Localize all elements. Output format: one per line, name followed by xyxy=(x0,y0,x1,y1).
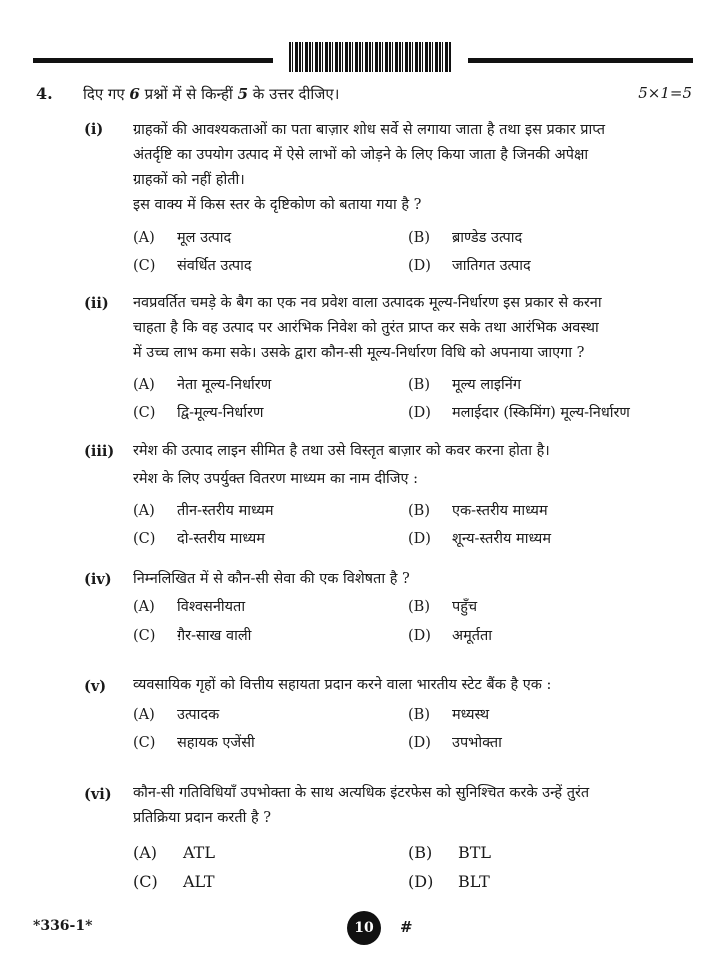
hash-symbol: # xyxy=(400,918,413,936)
stem-line: रमेश के लिए उपर्युक्त वितरण माध्यम का नाम दीजिए : xyxy=(133,471,419,487)
stem-line: ग्राहकों की आवश्यकताओं का पता बाज़ार शोध सर्वे से लगाया जाता है तथा इस प्रकार प्राप्त xyxy=(133,122,605,138)
option: (D) जातिगत उत्पाद xyxy=(408,258,531,274)
question-stem xyxy=(133,118,655,218)
question-instruction: दिए गए 6 प्रश्नों में से किन्हीं 5 के उत्तर दीजिए। xyxy=(83,85,340,103)
stem-line: निम्नलिखित में से कौन-सी सेवा की एक विशेषता है ? xyxy=(133,571,410,587)
option: (A) ATL xyxy=(133,843,215,862)
question-number: 4. xyxy=(36,84,53,103)
barcode xyxy=(289,42,451,72)
stem-line: नवप्रवर्तित चमड़े के बैग का एक नव प्रवेश वाला उत्पादक मूल्य-निर्धारण इस प्रकार से करना xyxy=(133,295,602,311)
sub-question-label: (i) xyxy=(84,121,104,138)
option: (B) BTL xyxy=(408,843,492,862)
sub-question-label: (iii) xyxy=(84,443,115,460)
option: (B) मूल्य लाइनिंग xyxy=(408,377,521,393)
question-stem xyxy=(133,781,655,831)
stem-line: इस वाक्य में किस स्तर के दृष्टिकोण को बताया गया है ? xyxy=(133,197,422,213)
top-rule-right xyxy=(468,58,693,63)
option: (C) संवर्धित उत्पाद xyxy=(133,258,252,274)
question-stem xyxy=(133,291,655,366)
stem-line: रमेश की उत्पाद लाइन सीमित है तथा उसे विस्तृत बाज़ार को कवर करना होता है। xyxy=(133,443,550,459)
stem-line: ग्राहकों को नहीं होती। xyxy=(133,172,245,188)
question-stem xyxy=(133,439,655,492)
option: (B) एक-स्तरीय माध्यम xyxy=(408,503,548,519)
paper-code: *336-1* xyxy=(33,918,93,934)
option: (C) दो-स्तरीय माध्यम xyxy=(133,531,265,547)
sub-question-label: (ii) xyxy=(84,295,109,312)
option: (C) द्वि-मूल्य-निर्धारण xyxy=(133,405,264,421)
option: (A) तीन-स्तरीय माध्यम xyxy=(133,503,274,519)
marks-scheme: 5×1=5 xyxy=(638,84,692,102)
option: (C) ग़ैर-साख वाली xyxy=(133,628,252,644)
option: (D) BLT xyxy=(408,872,490,891)
option: (C) सहायक एजेंसी xyxy=(133,735,255,751)
stem-line: अंतर्दृष्टि का उपयोग उत्पाद में ऐसे लाभों को जोड़ने के लिए किया जाता है जिनकी अपेक्षा xyxy=(133,147,589,163)
option: (C) ALT xyxy=(133,872,215,891)
stem-line: प्रतिक्रिया प्रदान करती है ? xyxy=(133,810,272,826)
stem-line: व्यवसायिक गृहों को वित्तीय सहायता प्रदान करने वाला भारतीय स्टेट बैंक है एक : xyxy=(133,677,552,693)
sub-question-label: (vi) xyxy=(84,786,112,803)
sub-question-label: (iv) xyxy=(84,571,112,588)
option: (D) अमूर्तता xyxy=(408,628,493,644)
option: (A) नेता मूल्य-निर्धारण xyxy=(133,377,272,393)
option: (B) ब्राण्डेड उत्पाद xyxy=(408,230,523,246)
question-stem xyxy=(133,673,655,698)
stem-line: कौन-सी गतिविधियाँ उपभोक्ता के साथ अत्यधिक इंटरफेस को सुनिश्चित करके उन्हें तुरंत xyxy=(133,785,590,801)
option: (A) मूल उत्पाद xyxy=(133,230,232,246)
option: (A) उत्पादक xyxy=(133,707,220,723)
question-stem xyxy=(133,567,655,592)
option: (B) मध्यस्थ xyxy=(408,707,490,723)
option: (B) पहुँच xyxy=(408,599,478,615)
stem-line: चाहता है कि वह उत्पाद पर आरंभिक निवेश को तुरंत प्राप्त कर सके तथा आरंभिक अवस्था xyxy=(133,320,599,336)
top-rule-left xyxy=(33,58,273,63)
option: (D) उपभोक्ता xyxy=(408,735,502,751)
page-number-badge: 10 xyxy=(347,911,381,945)
sub-question-label: (v) xyxy=(84,678,107,695)
option: (D) शून्य-स्तरीय माध्यम xyxy=(408,531,552,547)
option: (A) विश्वसनीयता xyxy=(133,599,246,615)
option: (D) मलाईदार (स्किमिंग) मूल्य-निर्धारण xyxy=(408,405,630,421)
stem-line: में उच्च लाभ कमा सके। उसके द्वारा कौन-सी मूल्य-निर्धारण विधि को अपनाया जाएगा ? xyxy=(133,345,585,361)
